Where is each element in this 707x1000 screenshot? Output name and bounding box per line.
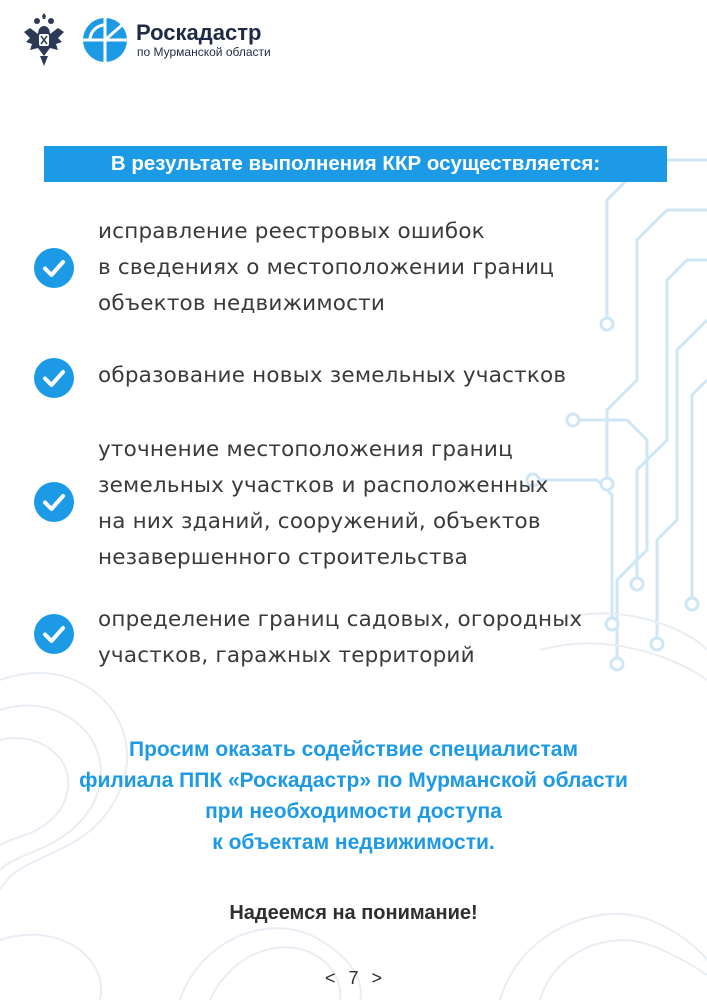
checkmark-icon [34, 482, 74, 522]
page-number: 7 [348, 968, 359, 988]
list-item-text [98, 358, 668, 394]
list-item-line: уточнение местоположения границ [98, 437, 513, 462]
list-item-text [98, 432, 668, 576]
list-item-line: объектов недвижимости [98, 291, 386, 316]
request-line: филиала ППК «Роскадастр» по Мурманской области [79, 769, 628, 792]
list-item-line: участков, гаражных территорий [98, 643, 475, 668]
list-item-line: в сведениях о местоположении границ [98, 255, 555, 280]
request-line: Просим оказать содействие специалистам [129, 738, 578, 761]
list-item-line: образование новых земельных участков [98, 363, 567, 388]
double-headed-eagle-emblem-icon [20, 12, 68, 68]
checkmark-icon [34, 614, 74, 654]
list-item-line: земельных участков и расположенных [98, 473, 549, 498]
closing-text: Надеемся на понимание! [229, 902, 478, 924]
next-page-button[interactable]: > [371, 968, 383, 988]
section-banner: В результате выполнения ККР осуществляется: [44, 146, 667, 182]
list-item-text [98, 214, 668, 322]
list-item-line: незавершенного строительства [98, 545, 468, 570]
list-item-line: на них зданий, сооружений, объектов [98, 509, 541, 534]
request-paragraph [0, 734, 707, 858]
list-item-line: определение границ садовых, огородных [98, 607, 583, 632]
checkmark-icon [34, 358, 74, 398]
brand-subtitle: по Мурманской области [137, 45, 271, 59]
request-line: к объектам недвижимости. [212, 831, 495, 854]
prev-page-button[interactable]: < [324, 968, 336, 988]
brand-name: Роскадастр [136, 20, 262, 45]
rosreestr-logo-icon [82, 17, 128, 63]
request-line: при необходимости доступа [205, 800, 502, 823]
header [20, 12, 271, 68]
brand-block [136, 21, 271, 59]
page-navigation [0, 968, 707, 989]
checkmark-icon [34, 248, 74, 288]
list-item-text [98, 602, 668, 674]
list-item-line: исправление реестровых ошибок [98, 219, 485, 244]
